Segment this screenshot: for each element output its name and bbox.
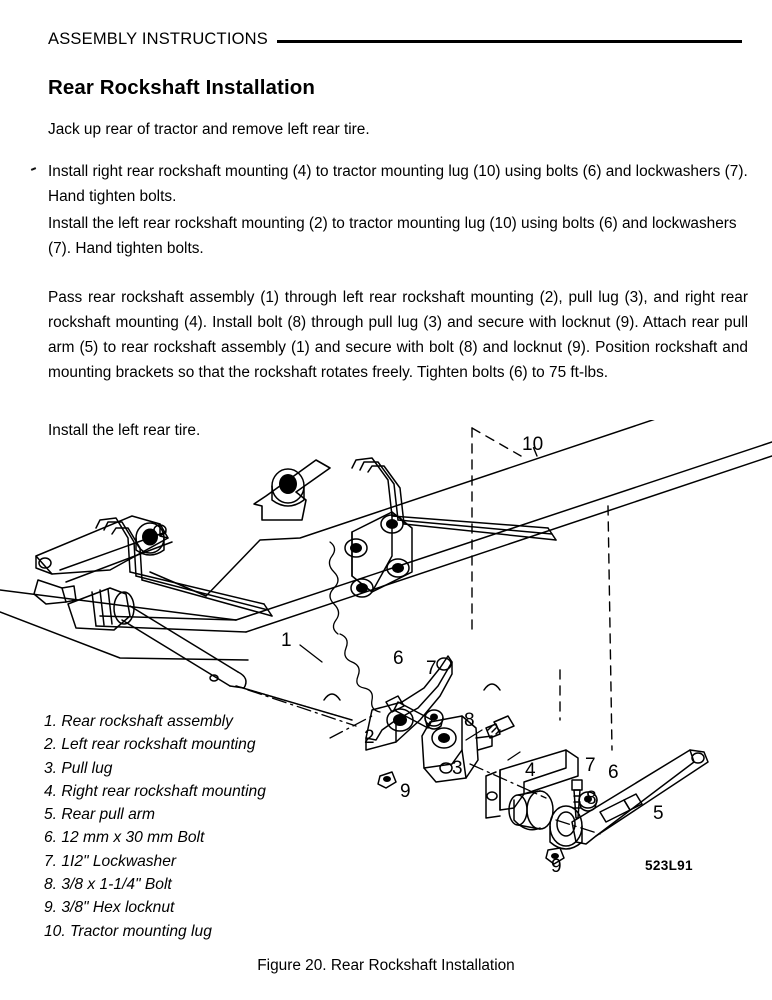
tractor-mounting-lug-left bbox=[96, 518, 272, 616]
frame-tabs bbox=[324, 684, 500, 700]
legend-item: 8. 3/8 x 1-1/4" Bolt bbox=[44, 876, 172, 894]
figure-callout-1: 1 bbox=[281, 630, 292, 651]
legend-item: 2. Left rear rockshaft mounting bbox=[44, 736, 256, 754]
drawing-number: 523L91 bbox=[645, 858, 693, 873]
instruction-paragraph-3: Install the left rear rockshaft mounting (2) to tractor mounting lug (10) using bolts (6) and lockwashers (7). Hand tighten bolts. bbox=[48, 215, 737, 257]
header-rule bbox=[277, 40, 742, 43]
scan-artifact-mark bbox=[31, 167, 36, 171]
legend-item: 1. Rear rockshaft assembly bbox=[44, 713, 233, 730]
parts-legend bbox=[44, 710, 266, 943]
instruction-paragraph-4: Pass rear rockshaft assembly (1) through left rear rockshaft mounting (2), pull lug (3), and right rear rockshaft mounting (4). Install bolt (8) through pull lug (3) and secure with locknut (9). Attach rear pull arm (5) to rear rockshaft assembly (1) and secure with bolt (8) and locknut (9). Position rockshaft and mounting brackets so that the rockshaft rotates freely. Tighten bolts (6) to 75 ft-lbs. bbox=[48, 289, 748, 381]
legend-item: 7. 1I2" Lockwasher bbox=[44, 852, 177, 870]
page-header bbox=[48, 30, 742, 54]
instruction-paragraph-2: Install right rear rockshaft mounting (4) to tractor mounting lug (10) using bolts (6) and lockwashers (7). Hand tighten bolts. bbox=[48, 163, 748, 205]
figure-callout-5: 5 bbox=[653, 803, 664, 824]
figure-callout-9: 9 bbox=[400, 781, 411, 802]
tractor-frame bbox=[96, 420, 772, 632]
header-title: ASSEMBLY INSTRUCTIONS bbox=[48, 30, 268, 48]
callout-leader-lines-plain bbox=[300, 645, 520, 760]
figure-callout-4: 4 bbox=[525, 760, 536, 781]
locknut-9-center bbox=[378, 772, 396, 788]
figure-callout-6: 6 bbox=[608, 762, 619, 783]
figure-callout-10: 10 bbox=[522, 434, 544, 455]
figure-callout-3: 3 bbox=[452, 758, 463, 779]
legend-item: 6. 12 mm x 30 mm Bolt bbox=[44, 829, 205, 847]
mounting-plate bbox=[345, 512, 412, 597]
legend-item: 9. 3/8" Hex locknut bbox=[44, 899, 175, 917]
figure-caption: Figure 20. Rear Rockshaft Installation bbox=[257, 957, 515, 974]
bolt-8-center bbox=[486, 716, 514, 738]
figure-callout-6: 6 bbox=[393, 648, 404, 669]
legend-item: 5. Rear pull arm bbox=[44, 806, 155, 824]
break-line bbox=[329, 542, 380, 712]
figure-callout-2: 2 bbox=[364, 727, 375, 748]
section-title: Rear Rockshaft Installation bbox=[48, 76, 315, 99]
instruction-paragraph-5: Install the left rear tire. bbox=[48, 422, 201, 439]
legend-item: 4. Right rear rockshaft mounting bbox=[44, 782, 266, 800]
tractor-frame-lower bbox=[0, 590, 248, 660]
legend-item: 10. Tractor mounting lug bbox=[44, 922, 212, 940]
figure-callout-8: 8 bbox=[586, 788, 597, 809]
projection-dashed-lines bbox=[472, 428, 612, 750]
figure-callout-8: 8 bbox=[464, 710, 475, 731]
figure-callout-7: 7 bbox=[426, 658, 437, 679]
figure-callout-9: 9 bbox=[551, 856, 562, 877]
legend-item: 3. Pull lug bbox=[44, 759, 113, 777]
figure-callout-7: 7 bbox=[585, 755, 596, 776]
rear-pull-arm bbox=[550, 750, 708, 849]
instruction-paragraph-1: Jack up rear of tractor and remove left rear tire. bbox=[48, 121, 370, 138]
